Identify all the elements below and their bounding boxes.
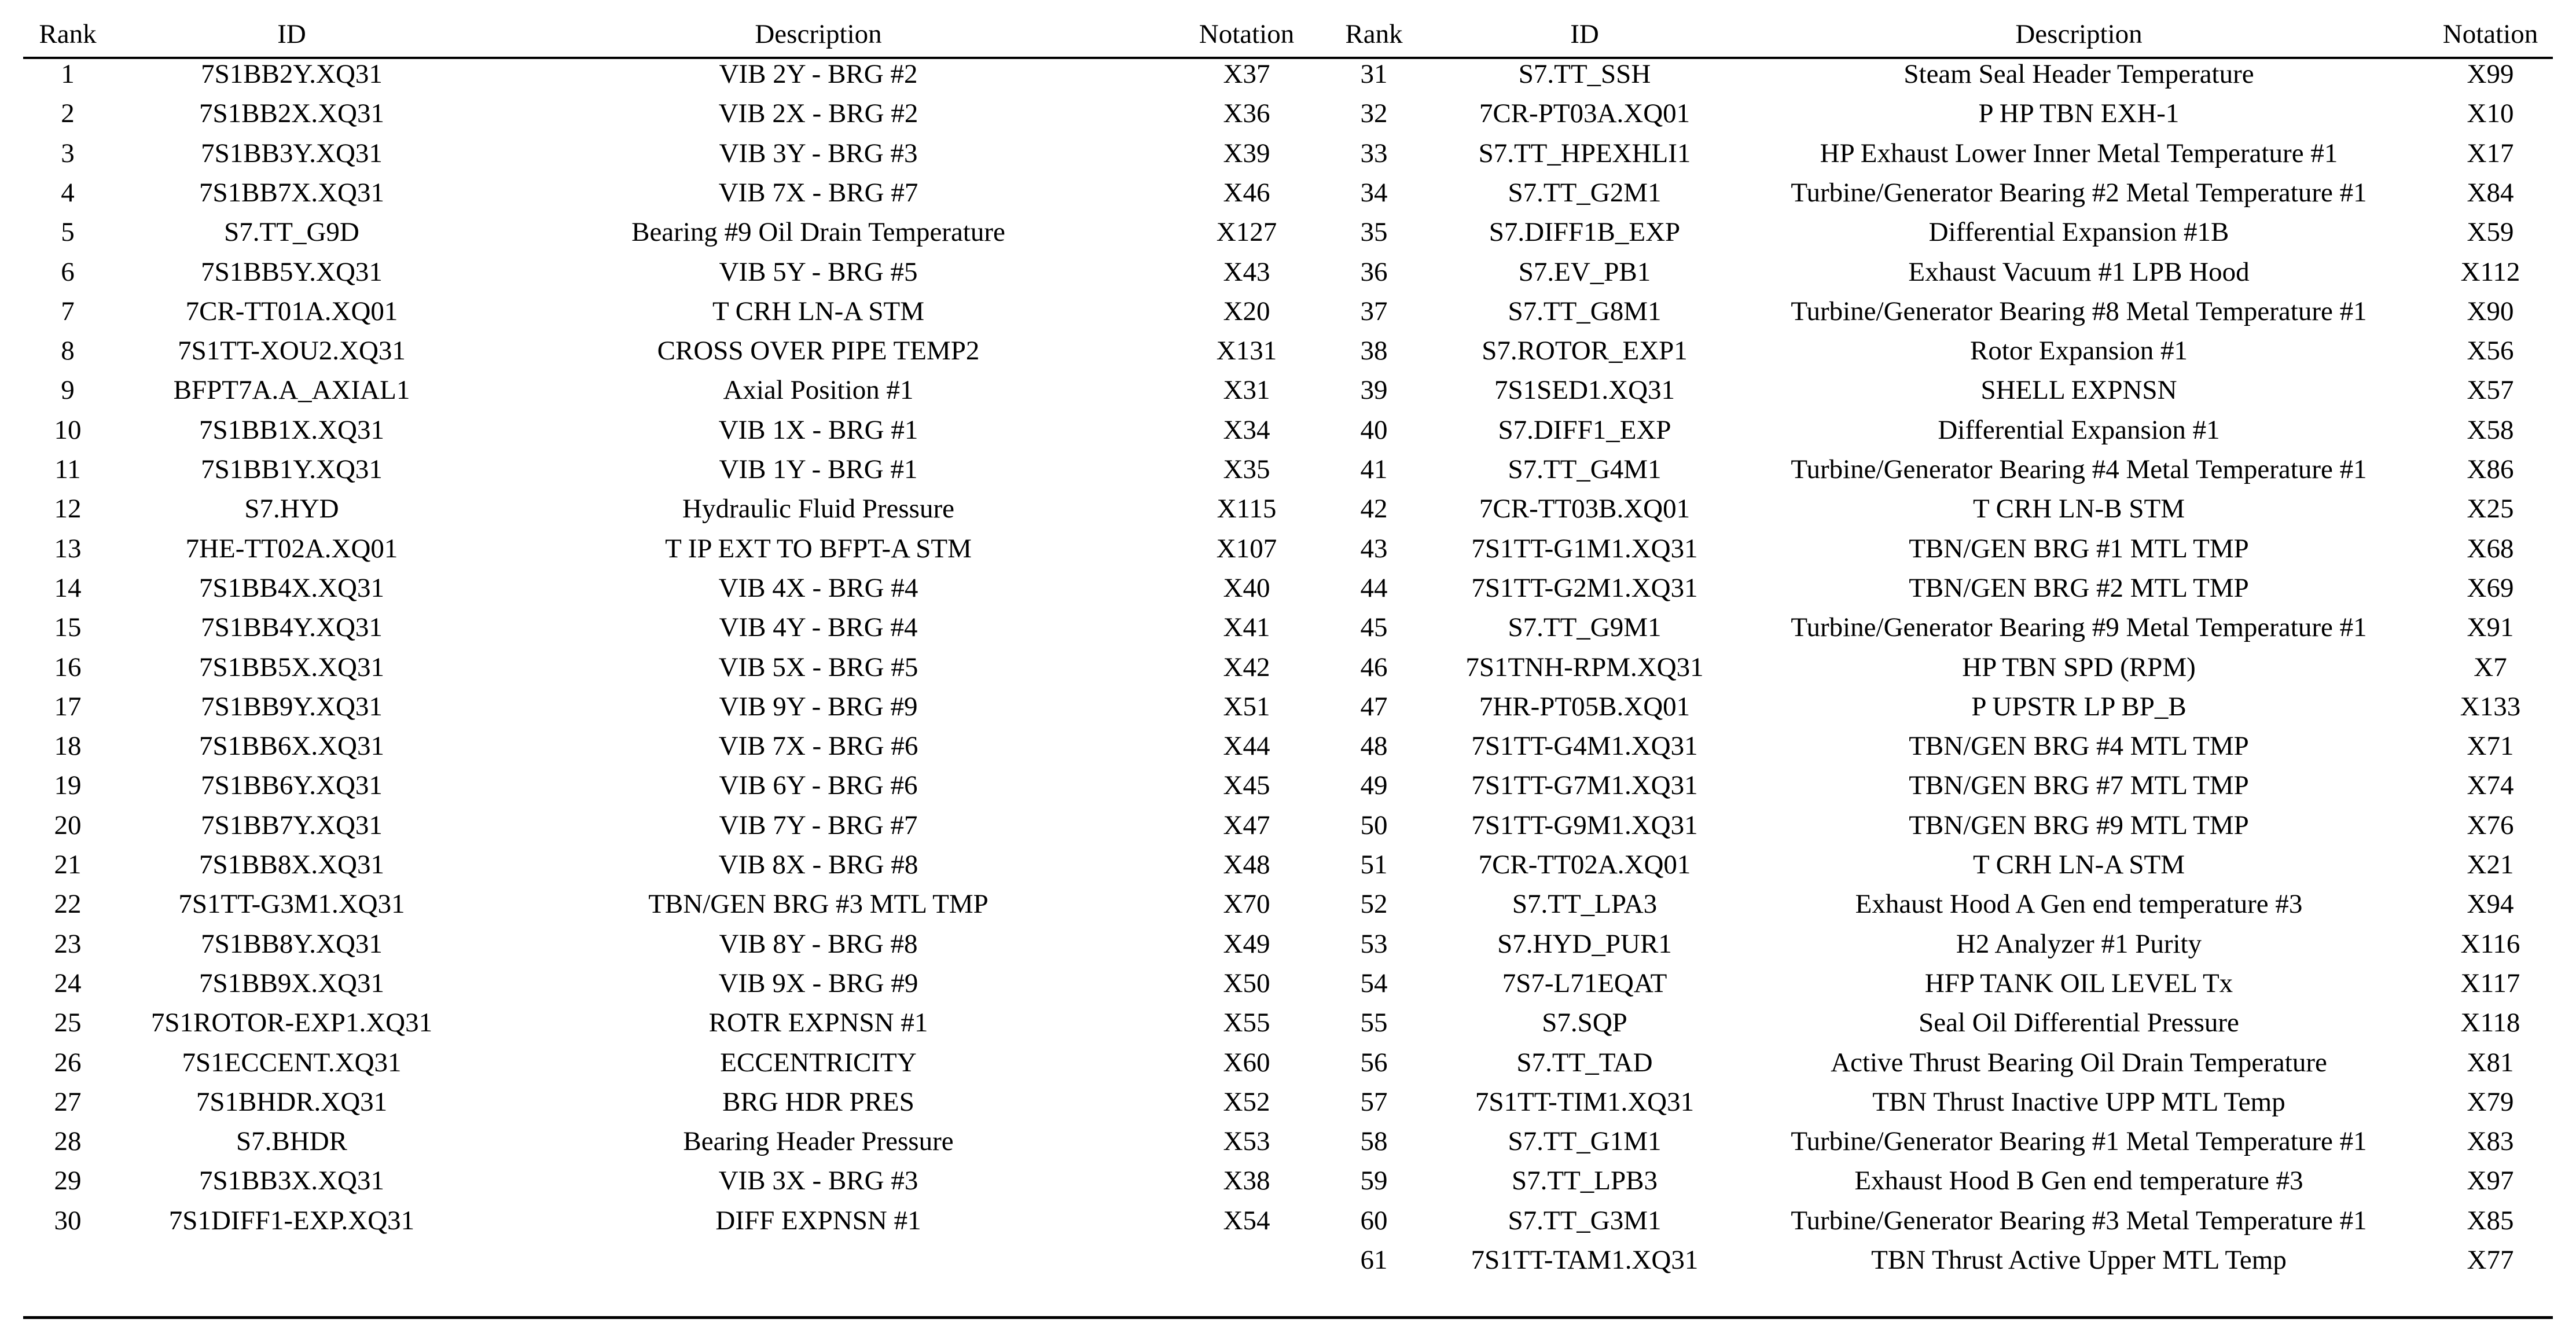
table-cell-id: 7S1BB2X.XQ31	[199, 98, 384, 129]
column-header-notation: Notation	[1199, 19, 1295, 49]
table-cell-rank: 46	[1360, 652, 1388, 682]
table-cell-description: Turbine/Generator Bearing #4 Metal Temperature #1	[1791, 454, 2367, 484]
table-cell-notation: X133	[2460, 691, 2521, 722]
table-cell-rank: 7	[61, 296, 75, 326]
column-header-notation: Notation	[2442, 19, 2538, 49]
table-cell-notation: X118	[2460, 1008, 2520, 1038]
table-cell-description: VIB 7X - BRG #6	[718, 731, 918, 762]
table-cell-description: Active Thrust Bearing Oil Drain Temperature	[1831, 1047, 2327, 1078]
table-cell-description: Exhaust Hood A Gen end temperature #3	[1855, 889, 2303, 920]
column-header-rank: Rank	[1345, 19, 1403, 49]
table-cell-description: Hydraulic Fluid Pressure	[682, 494, 954, 524]
table-cell-description: P HP TBN EXH-1	[1978, 98, 2180, 129]
table-cell-id: S7.TT_SSH	[1518, 59, 1651, 89]
table-cell-id: 7S1BB2Y.XQ31	[201, 59, 383, 89]
table-cell-rank: 25	[54, 1008, 82, 1038]
table-cell-notation: X107	[1216, 533, 1277, 564]
table-cell-description: Seal Oil Differential Pressure	[1919, 1008, 2239, 1038]
table-cell-rank: 50	[1360, 810, 1388, 840]
table-cell-notation: X50	[1223, 968, 1270, 998]
table-cell-id: 7S7-L71EQAT	[1502, 968, 1667, 998]
table-cell-rank: 11	[54, 454, 81, 484]
table-cell-notation: X55	[1223, 1008, 1270, 1038]
table-cell-description: VIB 3Y - BRG #3	[719, 138, 918, 168]
table-cell-notation: X54	[1223, 1205, 1270, 1236]
table-cell-notation: X10	[2467, 98, 2514, 129]
table-cell-id: 7S1ECCENT.XQ31	[182, 1047, 402, 1078]
table-cell-rank: 34	[1360, 177, 1388, 208]
table-cell-notation: X86	[2467, 454, 2514, 484]
table-cell-rank: 42	[1360, 494, 1388, 524]
table-cell-id: 7S1ROTOR-EXP1.XQ31	[150, 1008, 433, 1038]
table-cell-id: S7.HYD	[244, 494, 339, 524]
table-cell-id: S7.DIFF1_EXP	[1498, 414, 1671, 445]
table-cell-rank: 29	[54, 1166, 82, 1196]
table-cell-notation: X60	[1223, 1047, 1270, 1078]
table-cell-rank: 28	[54, 1126, 82, 1157]
table-cell-notation: X52	[1223, 1086, 1270, 1117]
table-cell-notation: X84	[2467, 177, 2514, 208]
table-cell-rank: 52	[1360, 889, 1388, 920]
table-cell-rank: 47	[1360, 691, 1388, 722]
table-cell-rank: 51	[1360, 850, 1388, 880]
table-cell-id: 7S1BB3Y.XQ31	[201, 138, 383, 168]
table-cell-description: T CRH LN-B STM	[1972, 494, 2185, 524]
table-cell-notation: X83	[2467, 1126, 2514, 1157]
table-cell-id: 7S1TNH-RPM.XQ31	[1465, 652, 1704, 682]
table-cell-id: 7S1TT-XOU2.XQ31	[178, 336, 406, 366]
table-cell-id: S7.ROTOR_EXP1	[1482, 336, 1688, 366]
table-cell-rank: 27	[54, 1086, 82, 1117]
table-cell-rank: 58	[1360, 1126, 1388, 1157]
table-cell-id: S7.DIFF1B_EXP	[1489, 217, 1681, 248]
table-cell-id: 7S1BB6Y.XQ31	[201, 770, 383, 801]
table-cell-description: Bearing Header Pressure	[683, 1126, 954, 1157]
table-cell-rank: 17	[54, 691, 82, 722]
table-cell-notation: X91	[2467, 612, 2514, 643]
table-cell-description: Turbine/Generator Bearing #9 Metal Temperature #1	[1791, 612, 2367, 643]
table-cell-notation: X70	[1223, 889, 1270, 920]
table-cell-notation: X31	[1223, 375, 1270, 406]
table-cell-notation: X48	[1223, 850, 1270, 880]
table-cell-id: 7S1BB1Y.XQ31	[201, 454, 383, 484]
table-cell-description: Bearing #9 Oil Drain Temperature	[631, 217, 1005, 248]
table-cell-id: 7S1BB4Y.XQ31	[201, 612, 383, 643]
table-cell-description: VIB 2Y - BRG #2	[719, 59, 918, 89]
table-cell-description: Turbine/Generator Bearing #2 Metal Temperature #1	[1791, 177, 2367, 208]
table-cell-description: TBN/GEN BRG #1 MTL TMP	[1909, 533, 2249, 564]
column-header-id: ID	[1570, 19, 1599, 49]
table-cell-id: 7S1TT-G4M1.XQ31	[1471, 731, 1698, 762]
table-cell-notation: X40	[1223, 572, 1270, 603]
table-cell-description: VIB 9X - BRG #9	[718, 968, 918, 998]
table-cell-description: TBN/GEN BRG #9 MTL TMP	[1909, 810, 2249, 840]
table-cell-rank: 2	[61, 98, 75, 129]
table-cell-notation: X53	[1223, 1126, 1270, 1157]
table-cell-rank: 49	[1360, 770, 1388, 801]
table-cell-description: VIB 1X - BRG #1	[718, 414, 918, 445]
table-cell-id: 7CR-TT01A.XQ01	[185, 296, 398, 326]
table-cell-rank: 26	[54, 1047, 82, 1078]
table-cell-id: 7S1BB5Y.XQ31	[201, 256, 383, 287]
table-cell-rank: 15	[54, 612, 82, 643]
table-cell-id: 7S1BB4X.XQ31	[199, 572, 384, 603]
table-cell-description: VIB 9Y - BRG #9	[719, 691, 918, 722]
table-cell-rank: 21	[54, 850, 82, 880]
table-cell-description: ECCENTRICITY	[720, 1047, 917, 1078]
table-cell-description: VIB 4Y - BRG #4	[719, 612, 918, 643]
table-cell-description: Turbine/Generator Bearing #8 Metal Temperature #1	[1791, 296, 2367, 326]
table-cell-rank: 40	[1360, 414, 1388, 445]
table-cell-rank: 44	[1360, 572, 1388, 603]
table-cell-id: S7.TT_LPB3	[1511, 1166, 1658, 1196]
table-cell-description: VIB 3X - BRG #3	[718, 1166, 918, 1196]
table-cell-id: 7CR-TT03B.XQ01	[1479, 494, 1691, 524]
table-cell-id: 7S1BB9X.XQ31	[199, 968, 384, 998]
table-cell-rank: 3	[61, 138, 75, 168]
table-cell-rank: 8	[61, 336, 75, 366]
table-cell-notation: X25	[2467, 494, 2514, 524]
table-cell-notation: X131	[1216, 336, 1277, 366]
table-cell-rank: 53	[1360, 928, 1388, 959]
table-cell-rank: 30	[54, 1205, 82, 1236]
table-cell-id: 7S1TT-G2M1.XQ31	[1471, 572, 1698, 603]
table-cell-notation: X21	[2467, 850, 2514, 880]
table-cell-id: 7S1BB8X.XQ31	[199, 850, 384, 880]
column-header-description: Description	[755, 19, 882, 49]
table-cell-notation: X58	[2467, 414, 2514, 445]
table-cell-notation: X56	[2467, 336, 2514, 366]
table-cell-rank: 18	[54, 731, 82, 762]
table-cell-notation: X37	[1223, 59, 1270, 89]
table-cell-notation: X99	[2467, 59, 2514, 89]
table-cell-notation: X71	[2467, 731, 2514, 762]
table-cell-rank: 43	[1360, 533, 1388, 564]
table-cell-rank: 4	[61, 177, 75, 208]
table-cell-rank: 56	[1360, 1047, 1388, 1078]
table-cell-description: Turbine/Generator Bearing #1 Metal Temperature #1	[1791, 1126, 2367, 1157]
table-cell-description: Exhaust Vacuum #1 LPB Hood	[1908, 256, 2250, 287]
table-cell-description: TBN/GEN BRG #3 MTL TMP	[648, 889, 988, 920]
table-cell-rank: 9	[61, 375, 75, 406]
table-cell-description: TBN Thrust Active Upper MTL Temp	[1871, 1245, 2287, 1275]
table-cell-description: Exhaust Hood B Gen end temperature #3	[1854, 1166, 2303, 1196]
table-cell-rank: 36	[1360, 256, 1388, 287]
table-cell-description: TBN/GEN BRG #2 MTL TMP	[1909, 572, 2249, 603]
table-cell-rank: 37	[1360, 296, 1388, 326]
table-cell-id: 7S1TT-TAM1.XQ31	[1471, 1245, 1699, 1275]
table-cell-rank: 24	[54, 968, 82, 998]
table-cell-id: 7CR-TT02A.XQ01	[1478, 850, 1691, 880]
table-cell-description: VIB 4X - BRG #4	[718, 572, 918, 603]
table-cell-notation: X115	[1217, 494, 1277, 524]
table-cell-notation: X94	[2467, 889, 2514, 920]
table-cell-id: S7.EV_PB1	[1518, 256, 1651, 287]
table-cell-rank: 12	[54, 494, 82, 524]
table-cell-id: S7.TT_TAD	[1516, 1047, 1653, 1078]
table-cell-id: 7S1TT-G1M1.XQ31	[1471, 533, 1698, 564]
table-cell-id: 7S1BB1X.XQ31	[199, 414, 384, 445]
table-cell-description: HP Exhaust Lower Inner Metal Temperature #1	[1820, 138, 2338, 168]
table-cell-description: VIB 7X - BRG #7	[718, 177, 918, 208]
table-cell-description: Differential Expansion #1B	[1928, 217, 2229, 248]
table-cell-description: T CRH LN-A STM	[712, 296, 925, 326]
table-cell-id: 7HE-TT02A.XQ01	[185, 533, 398, 564]
table-cell-notation: X7	[2474, 652, 2507, 682]
table-cell-notation: X51	[1223, 691, 1270, 722]
table-cell-id: S7.TT_G1M1	[1508, 1126, 1662, 1157]
table-cell-notation: X97	[2467, 1166, 2514, 1196]
table-cell-rank: 14	[54, 572, 82, 603]
table-cell-id: BFPT7A.A_AXIAL1	[173, 375, 410, 406]
table-cell-notation: X85	[2467, 1205, 2514, 1236]
table-cell-description: CROSS OVER PIPE TEMP2	[657, 336, 980, 366]
table-cell-rank: 45	[1360, 612, 1388, 643]
table-cell-notation: X35	[1223, 454, 1270, 484]
table-cell-rank: 48	[1360, 731, 1388, 762]
table-cell-notation: X59	[2467, 217, 2514, 248]
table-cell-description: T CRH LN-A STM	[1972, 850, 2185, 880]
table-cell-description: Differential Expansion #1	[1938, 414, 2220, 445]
table-cell-id: 7S1SED1.XQ31	[1494, 375, 1675, 406]
table-cell-notation: X38	[1223, 1166, 1270, 1196]
table-cell-id: 7S1BB7Y.XQ31	[201, 810, 383, 840]
table-cell-description: TBN Thrust Inactive UPP MTL Temp	[1872, 1086, 2285, 1117]
table-cell-notation: X81	[2467, 1047, 2514, 1078]
table-cell-description: VIB 6Y - BRG #6	[719, 770, 918, 801]
table-cell-notation: X44	[1223, 731, 1270, 762]
table-cell-notation: X46	[1223, 177, 1270, 208]
table-cell-rank: 23	[54, 928, 82, 959]
table-cell-description: HP TBN SPD (RPM)	[1962, 652, 2196, 682]
table-cell-id: 7S1BHDR.XQ31	[196, 1086, 388, 1117]
table-cell-description: T IP EXT TO BFPT-A STM	[665, 533, 972, 564]
table-cell-rank: 61	[1360, 1245, 1388, 1275]
table-cell-id: S7.TT_G9D	[224, 217, 359, 248]
table-cell-id: S7.SQP	[1542, 1008, 1627, 1038]
table-cell-id: 7S1BB9Y.XQ31	[201, 691, 383, 722]
table-cell-description: P UPSTR LP BP_B	[1971, 691, 2187, 722]
table-cell-notation: X127	[1216, 217, 1277, 248]
table-cell-rank: 33	[1360, 138, 1388, 168]
table-cell-rank: 54	[1360, 968, 1388, 998]
table-cell-notation: X34	[1223, 414, 1270, 445]
table-cell-description: Steam Seal Header Temperature	[1903, 59, 2254, 89]
table-cell-notation: X41	[1223, 612, 1270, 643]
table-cell-notation: X74	[2467, 770, 2514, 801]
table-cell-notation: X79	[2467, 1086, 2514, 1117]
table-cell-description: VIB 5X - BRG #5	[718, 652, 918, 682]
table-cell-notation: X116	[2460, 928, 2520, 959]
table-cell-description: VIB 5Y - BRG #5	[719, 256, 918, 287]
table-cell-id: 7S1TT-G7M1.XQ31	[1471, 770, 1698, 801]
table-cell-notation: X77	[2467, 1245, 2514, 1275]
table-cell-rank: 39	[1360, 375, 1388, 406]
table-cell-id: 7S1BB8Y.XQ31	[201, 928, 383, 959]
table-cell-rank: 16	[54, 652, 82, 682]
table-cell-rank: 13	[54, 533, 82, 564]
table-cell-description: VIB 2X - BRG #2	[718, 98, 918, 129]
table-cell-description: SHELL EXPNSN	[1980, 375, 2177, 406]
table-cell-rank: 5	[61, 217, 75, 248]
table-cell-notation: X112	[2460, 256, 2520, 287]
table-cell-notation: X68	[2467, 533, 2514, 564]
column-header-description: Description	[2015, 19, 2143, 49]
table-cell-rank: 22	[54, 889, 82, 920]
table-cell-id: 7S1BB3X.XQ31	[199, 1166, 384, 1196]
table-cell-notation: X69	[2467, 572, 2514, 603]
table-cell-rank: 55	[1360, 1008, 1388, 1038]
table-cell-notation: X20	[1223, 296, 1270, 326]
table-cell-rank: 59	[1360, 1166, 1388, 1196]
table-cell-notation: X17	[2467, 138, 2514, 168]
table-cell-id: 7HR-PT05B.XQ01	[1479, 691, 1691, 722]
table-cell-id: S7.TT_G2M1	[1508, 177, 1662, 208]
table-cell-id: 7S1BB7X.XQ31	[199, 177, 384, 208]
table-cell-description: VIB 7Y - BRG #7	[719, 810, 918, 840]
table-cell-description: Turbine/Generator Bearing #3 Metal Temperature #1	[1791, 1205, 2367, 1236]
table-cell-notation: X43	[1223, 256, 1270, 287]
table-cell-id: S7.HYD_PUR1	[1497, 928, 1672, 959]
table-cell-notation: X49	[1223, 928, 1270, 959]
table-cell-description: VIB 8Y - BRG #8	[719, 928, 918, 959]
table-cell-id: 7S1DIFF1-EXP.XQ31	[168, 1205, 415, 1236]
table-cell-rank: 1	[61, 59, 75, 89]
table-cell-notation: X90	[2467, 296, 2514, 326]
table-cell-rank: 38	[1360, 336, 1388, 366]
table-cell-description: ROTR EXPNSN #1	[708, 1008, 928, 1038]
table-cell-rank: 6	[61, 256, 75, 287]
table-cell-rank: 20	[54, 810, 82, 840]
table-cell-description: HFP TANK OIL LEVEL Tx	[1924, 968, 2233, 998]
table-cell-rank: 41	[1360, 454, 1388, 484]
table-cell-notation: X42	[1223, 652, 1270, 682]
table-cell-notation: X39	[1223, 138, 1270, 168]
table-cell-id: S7.TT_G9M1	[1508, 612, 1662, 643]
table-cell-id: S7.TT_G8M1	[1508, 296, 1662, 326]
table-cell-id: 7S1BB6X.XQ31	[199, 731, 384, 762]
table-cell-rank: 32	[1360, 98, 1388, 129]
table-cell-id: 7S1TT-G9M1.XQ31	[1471, 810, 1698, 840]
table-cell-rank: 10	[54, 414, 82, 445]
table-cell-id: S7.BHDR	[236, 1126, 347, 1157]
table-cell-rank: 35	[1360, 217, 1388, 248]
table-cell-rank: 19	[54, 770, 82, 801]
table-cell-id: S7.TT_G4M1	[1508, 454, 1662, 484]
table-cell-notation: X47	[1223, 810, 1270, 840]
table-cell-description: DIFF EXPNSN #1	[715, 1205, 921, 1236]
table-cell-notation: X117	[2460, 968, 2520, 998]
table-cell-id: 7S1BB5X.XQ31	[199, 652, 384, 682]
table-cell-description: VIB 1Y - BRG #1	[719, 454, 918, 484]
table-cell-description: BRG HDR PRES	[722, 1086, 914, 1117]
table-cell-description: Axial Position #1	[723, 375, 914, 406]
table-cell-description: H2 Analyzer #1 Purity	[1956, 928, 2202, 959]
table-cell-description: TBN/GEN BRG #7 MTL TMP	[1909, 770, 2249, 801]
table-cell-rank: 60	[1360, 1205, 1388, 1236]
table-cell-id: 7S1TT-TIM1.XQ31	[1475, 1086, 1695, 1117]
table-cell-notation: X45	[1223, 770, 1270, 801]
bottom-rule	[23, 1316, 2553, 1319]
table-cell-rank: 31	[1360, 59, 1388, 89]
table-cell-id: S7.TT_HPEXHLI1	[1478, 138, 1691, 168]
table-cell-notation: X36	[1223, 98, 1270, 129]
column-header-id: ID	[277, 19, 306, 49]
column-header-rank: Rank	[39, 19, 97, 49]
table-cell-description: Rotor Expansion #1	[1970, 336, 2188, 366]
table-cell-notation: X57	[2467, 375, 2514, 406]
table-cell-id: S7.TT_LPA3	[1512, 889, 1658, 920]
table-cell-id: 7CR-PT03A.XQ01	[1479, 98, 1691, 129]
table-cell-id: S7.TT_G3M1	[1508, 1205, 1662, 1236]
table-cell-description: TBN/GEN BRG #4 MTL TMP	[1909, 731, 2249, 762]
table-cell-notation: X76	[2467, 810, 2514, 840]
table-cell-description: VIB 8X - BRG #8	[718, 850, 918, 880]
table-cell-id: 7S1TT-G3M1.XQ31	[178, 889, 405, 920]
table-cell-rank: 57	[1360, 1086, 1388, 1117]
